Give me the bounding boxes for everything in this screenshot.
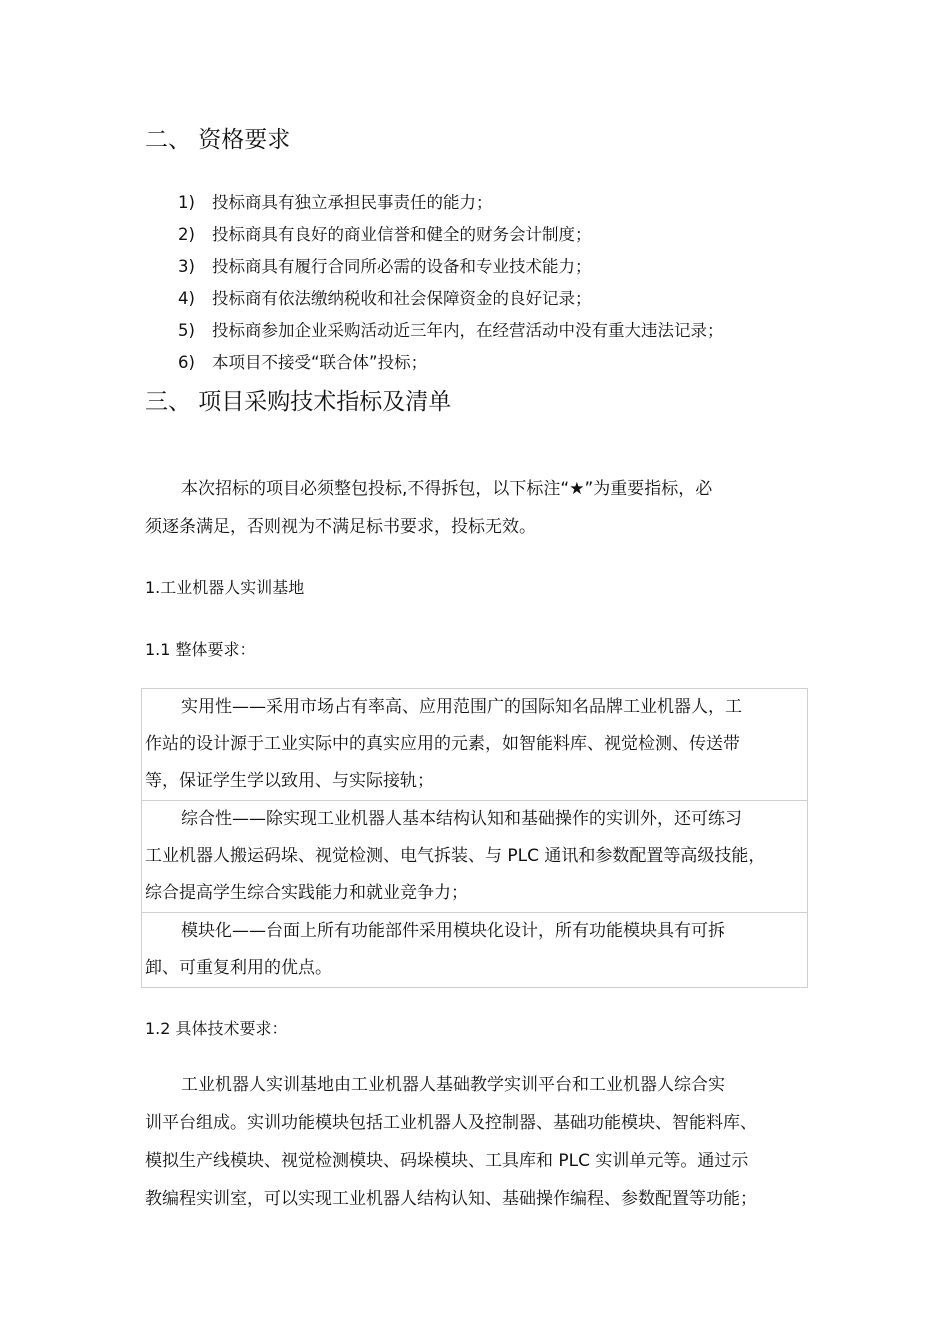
list-item-text: 投标商参加企业采购活动近三年内，在经营活动中没有重大违法记录； — [212, 321, 724, 340]
list-item-text: 本项目不接受“联合体”投标； — [212, 353, 428, 372]
overall-requirements-box — [141, 688, 808, 988]
list-item — [178, 223, 592, 247]
requirement-line: 工业机器人搬运码垛、视觉检测、电气拆装、与 PLC 通讯和参数配置等高级技能， — [145, 846, 766, 866]
list-item-number: 6) — [178, 353, 195, 372]
requirement-block-practicality — [141, 688, 808, 800]
list-item-number: 5) — [178, 321, 195, 340]
section-3-heading: 三、 项目采购技术指标及清单 — [145, 389, 452, 415]
list-item-text: 投标商具有独立承担民事责任的能力； — [212, 193, 493, 212]
list-item — [178, 351, 427, 375]
requirement-block-modular — [141, 912, 808, 988]
list-item-text: 投标商具有履行合同所必需的设备和专业技术能力； — [212, 257, 592, 276]
subsection-1-2-title: 1.2 具体技术要求： — [145, 1019, 288, 1038]
list-item — [178, 319, 724, 343]
requirement-line: 综合提高学生综合实践能力和就业竞争力； — [145, 883, 468, 903]
list-item-text: 投标商有依法缴纳税收和社会保障资金的良好记录； — [212, 289, 592, 308]
subsection-1-1-title: 1.1 整体要求： — [145, 640, 256, 659]
requirement-line: 作站的设计源于工业实际中的真实应用的元素，如智能料库、视觉检测、传送带 — [145, 734, 740, 754]
technical-requirements-paragraph — [145, 1066, 810, 1218]
subsection-1-title: 1.工业机器人实训基地 — [145, 578, 305, 597]
requirement-line: 等，保证学生学以致用、与实际接轨； — [145, 771, 434, 791]
list-item-number: 1) — [178, 193, 195, 212]
requirement-line: 卸、可重复利用的优点。 — [145, 958, 332, 978]
requirement-line: 实用性——采用市场占有率高、应用范围广的国际知名品牌工业机器人，工 — [181, 697, 742, 717]
paragraph-line: 模拟生产线模块、视觉检测模块、码垛模块、工具库和 PLC 实训单元等。通过示 — [145, 1151, 749, 1171]
section-2-heading: 二、 资格要求 — [145, 127, 291, 153]
list-item-text: 投标商具有良好的商业信誉和健全的财务会计制度； — [212, 225, 592, 244]
list-item-number: 2) — [178, 225, 195, 244]
paragraph-line: 教编程实训室，可以实现工业机器人结构认知、基础操作编程、参数配置等功能； — [145, 1189, 757, 1209]
list-item-number: 4) — [178, 289, 195, 308]
requirement-block-comprehensive — [141, 800, 808, 912]
requirement-line: 综合性——除实现工业机器人基本结构认知和基础操作的实训外，还可练习 — [181, 809, 742, 829]
list-item — [178, 255, 592, 279]
intro-paragraph — [145, 470, 810, 546]
intro-line: 本次招标的项目必须整包投标,不得拆包，以下标注“★”为重要指标，必 — [181, 479, 713, 499]
list-item-number: 3) — [178, 257, 195, 276]
requirement-line: 模块化——台面上所有功能部件采用模块化设计，所有功能模块具有可拆 — [181, 921, 725, 941]
paragraph-line: 训平台组成。实训功能模块包括工业机器人及控制器、基础功能模块、智能料库、 — [145, 1113, 757, 1133]
paragraph-line: 工业机器人实训基地由工业机器人基础教学实训平台和工业机器人综合实 — [181, 1075, 725, 1095]
list-item — [178, 287, 592, 311]
list-item — [178, 191, 493, 215]
intro-line: 须逐条满足，否则视为不满足标书要求，投标无效。 — [145, 517, 536, 537]
